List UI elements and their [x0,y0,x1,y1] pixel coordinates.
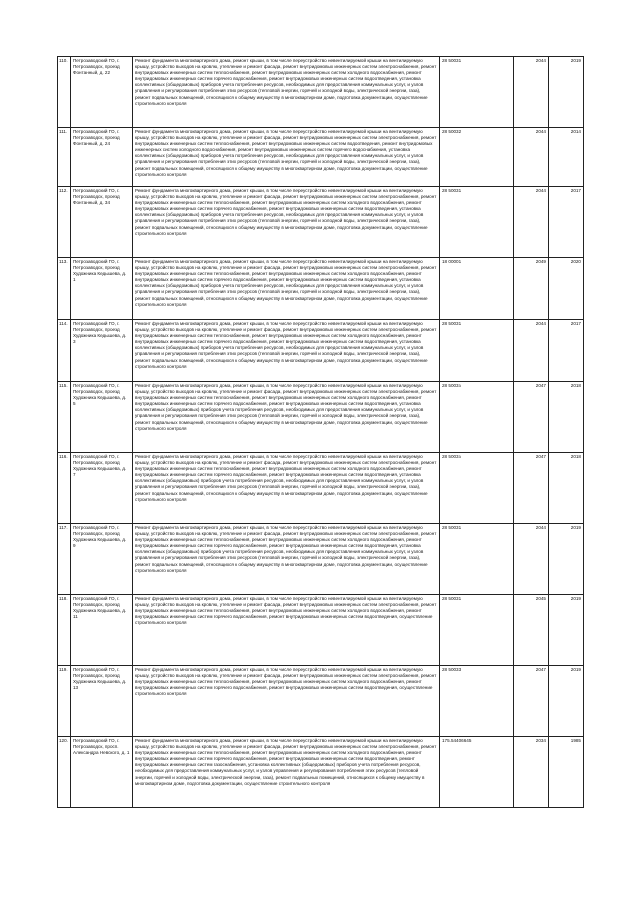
row-number: 114. [58,320,71,382]
row-works: Ремонт фундамента многоквартирного дома, ремонт крыши, в том числе переустройство невентилируемой крыши на вентилируемую крышу, устройство выходов на кровлю, утепление и ремонт фасада, ремонт внутридомовых инженерных систем электроснабжения, ремонт внутридомовых инженерных систем теплоснабжения, ремонт внутридомовых инженерных систем холодного водоснабжения, ремонт внутридомовых инженерных систем горячего водоснабжения, ремонт внутридомовых инженерных систем водоотведения, ремонт внутридомовых инженерных систем газоснабжения, установка коллективных (общедомовых) приборов учета потребления ресурсов, необходимых для предоставления коммунальных услуг, и узлов управления и регулирования потребления этих ресурсов (тепловой энергии, горячей и холодной воды, электрической энергии, газа), ремонт подвальных помещений, относящихся к общему имуществу в многоквартирном доме, подготовка документации, осуществление строительного контроля [133,737,440,808]
row-year-2: 2018 [549,382,584,453]
row-works: Ремонт фундамента многоквартирного дома, ремонт крыши, в том числе переустройство невентилируемой крыши на вентилируемую крышу, устройство выходов на кровлю, утепление и ремонт фасада, ремонт внутридомовых инженерных систем электроснабжения, ремонт внутридомовых инженерных систем теплоснабжения, ремонт внутридомовых инженерных систем холодного водоснабжения, ремонт внутридомовых инженерных систем горячего водоснабжения, ремонт внутридомовых инженерных систем водоотведения, установка коллективных (общедомовых) приборов учета потребления ресурсов, необходимых для предоставления коммунальных услуг, и узлов управления и регулирования потребления этих ресурсов (тепловой энергии, горячей и холодной воды, электрической энергии, газа), ремонт подвальных помещений, относящихся к общему имуществу в многоквартирном доме, подготовка документации, осуществление строительного контроля [133,258,440,320]
row-works: Ремонт фундамента многоквартирного дома, ремонт крыши, в том числе переустройство невентилируемой крыши на вентилируемую крышу, устройство выходов на кровлю, утепление и ремонт фасада, ремонт внутридомовых инженерных систем электроснабжения, ремонт внутридомовых инженерных систем теплоснабжения, ремонт внутридомовых инженерных систем холодного водоснабжения, ремонт внутридомовых инженерных систем горячего водоснабжения, ремонт внутридомовых инженерных систем водоотведения, установка коллективных (общедомовых) приборов учета потребления ресурсов, необходимых для предоставления коммунальных услуг, и узлов управления и регулирования потребления этих ресурсов (тепловой энергии, горячей и холодной воды, электрической энергии, газа), ремонт подвальных помещений, относящихся к общему имуществу в многоквартирном доме, подготовка документации, осуществление строительного контроля [133,524,440,595]
row-works: Ремонт фундамента многоквартирного дома, ремонт крыши, в том числе переустройство невентилируемой крыши на вентилируемую крышу, устройство выходов на кровлю, утепление и ремонт фасада, ремонт внутридомовых инженерных систем электроснабжения, ремонт внутридомовых инженерных систем теплоснабжения, ремонт внутридомовых инженерных систем холодного водоснабжения, ремонт внутридомовых инженерных систем горячего водоснабжения, ремонт внутридомовых инженерных систем водоотведения, установка коллективных (общедомовых) приборов учета потребления ресурсов, необходимых для предоставления коммунальных услуг, и узлов управления и регулирования потребления этих ресурсов (тепловой энергии, горячей и холодной воды, электрической энергии, газа), ремонт подвальных помещений, относящихся к общему имуществу в многоквартирном доме, подготовка документации, осуществление строительного контроля [133,320,440,382]
row-number: 120. [58,737,71,808]
row-code: 28 50031 [440,320,514,382]
row-code: 28 50031 [440,187,514,258]
row-year-1: 2045 [514,595,549,666]
row-address: Петрозаводский ГО, г. Петрозаводск, проезд Художника Кедышева, д. 7 [71,453,133,524]
row-works: Ремонт фундамента многоквартирного дома, ремонт крыши, в том числе переустройство невентилируемой крыши на вентилируемую крышу, устройство выходов на кровлю, утепление и ремонт фасада, ремонт внутридомовых инженерных систем электроснабжения, ремонт внутридомовых инженерных систем теплоснабжения, ремонт внутридомовых инженерных систем холодного водоснабжения, ремонт внутридомовых инженерных систем горячего водоснабжения, ремонт внутридомовых инженерных систем водоотведения, установка коллективных (общедомовых) приборов учета потребления ресурсов, необходимых для предоставления коммунальных услуг, и узлов управления и регулирования потребления этих ресурсов (тепловой энергии, горячей и холодной воды, электрической энергии, газа), ремонт подвальных помещений, относящихся к общему имуществу в многоквартирном доме, подготовка документации, осуществление строительного контроля [133,382,440,453]
row-code: 28 50033 [440,666,514,737]
row-works: Ремонт фундамента многоквартирного дома, ремонт крыши, в том числе переустройство невентилируемой крыши на вентилируемую крышу, устройство выходов на кровлю, утепление и ремонт фасада, ремонт внутридомовых инженерных систем электроснабжения, ремонт внутридомовых инженерных систем теплоснабжения, ремонт внутридомовых инженерных систем холодного водоснабжения, ремонт внутридомовых инженерных систем горячего водоснабжения, ремонт внутридомовых инженерных систем водоотведения, установка коллективных (общедомовых) приборов учета потребления ресурсов, необходимых для предоставления коммунальных услуг, и узлов управления и регулирования потребления этих ресурсов (тепловой энергии, горячей и холодной воды, электрической энергии, газа), ремонт подвальных помещений, относящихся к общему имуществу в многоквартирном доме, подготовка документации, осуществление строительного контроля [133,453,440,524]
table-row [58,128,584,187]
row-number: 116. [58,453,71,524]
row-works: Ремонт фундамента многоквартирного дома, ремонт крыши, в том числе переустройство невентилируемой крыши на вентилируемую крышу, устройство выходов на кровлю, утепление и ремонт фасада, ремонт внутридомовых инженерных систем электроснабжения, ремонт внутридомовых инженерных систем теплоснабжения, ремонт внутридомовых инженерных систем водоотведения, ремонт внутридомовых инженерных систем холодного водоснабжения, ремонт внутридомовых инженерных систем горячего водоснабжения, установка коллективных (общедомовых) приборов учета потребления ресурсов, необходимых для предоставления коммунальных услуг, и узлов управления и регулирования потребления этих ресурсов (тепловой энергии, горячей и холодной воды, электрической энергии, газа), ремонт подвальных помещений, относящихся к общему имуществу в многоквартирном доме, подготовка документации, осуществление строительного контроля [133,128,440,187]
row-code: 28 50031 [440,57,514,128]
table-row [58,737,584,808]
table-row [58,595,584,666]
row-number: 111. [58,128,71,187]
row-year-2: 1985 [549,737,584,808]
row-works: Ремонт фундамента многоквартирного дома, ремонт крыши, в том числе переустройство невентилируемой крыши на вентилируемую крышу, устройство выходов на кровлю, утепление и ремонт фасада, ремонт внутридомовых инженерных систем электроснабжения, ремонт внутридомовых инженерных систем теплоснабжения, ремонт внутридомовых инженерных систем холодного водоснабжения, ремонт внутридомовых инженерных систем горячего водоснабжения, ремонт внутридомовых инженерных систем водоотведения, установка коллективных (общедомовых) приборов учета потребления ресурсов, необходимых для предоставления коммунальных услуг, и узлов управления и регулирования потребления этих ресурсов (тепловой энергии, горячей и холодной воды, электрической энергии, газа), ремонт подвальных помещений, относящихся к общему имуществу в многоквартирном доме, подготовка документации, осуществление строительного контроля [133,187,440,258]
row-code: 28 50032 [440,128,514,187]
row-number: 115. [58,382,71,453]
row-year-1: 2049 [514,258,549,320]
row-code: 28 5003з [440,382,514,453]
table-body [58,57,584,808]
row-code: 18 00001 [440,258,514,320]
row-year-2: 2019 [549,666,584,737]
row-year-2: 2020 [549,258,584,320]
row-code: 28 50031 [440,595,514,666]
row-address: Петрозаводский ГО, г. Петрозаводск, проезд Фонтанный, д. 22 [71,57,133,128]
row-year-2: 2017 [549,187,584,258]
row-address: Петрозаводский ГО, г. Петрозаводск, проезд Художника Кедышева, д. 3 [71,320,133,382]
row-address: Петрозаводский ГО, г. Петрозаводск, проезд Художника Кедышева, д. 5 [71,382,133,453]
row-year-1: 2034 [514,737,549,808]
table-row [58,524,584,595]
row-code: 175.54406645 [440,737,514,808]
table-row [58,57,584,128]
row-code: 28 50031 [440,524,514,595]
row-number: 113. [58,258,71,320]
row-year-2: 2019 [549,57,584,128]
row-year-2: 2014 [549,128,584,187]
table-row [58,320,584,382]
row-works: Ремонт фундамента многоквартирного дома, ремонт крыши, в том числе переустройство невентилируемой крыши на вентилируемую крышу, устройство выходов на кровлю, утепление и ремонт фасада, ремонт внутридомовых инженерных систем электроснабжения, ремонт внутридомовых инженерных систем теплоснабжения, ремонт внутридомовых инженерных систем холодного водоснабжения, ремонт внутридомовых инженерных систем горячего водоснабжения, ремонт внутридомовых инженерных систем водоотведения, осуществление строительного контроля [133,595,440,666]
row-number: 117. [58,524,71,595]
row-year-1: 2044 [514,524,549,595]
table-row [58,666,584,737]
row-address: Петрозаводский ГО, г. Петрозаводск, проезд Художника Кедышева, д. 1 [71,258,133,320]
row-works: Ремонт фундамента многоквартирного дома, ремонт крыши, в том числе переустройство невентилируемой крыши на вентилируемую крышу, устройство выходов на кровлю, утепление и ремонт фасада, ремонт внутридомовых инженерных систем электроснабжения, ремонт внутридомовых инженерных систем теплоснабжения, ремонт внутридомовых инженерных систем холодного водоснабжения, ремонт внутридомовых инженерных систем горячего водоснабжения, ремонт внутридомовых инженерных систем водоотведения, осуществление строительного контроля [133,666,440,737]
row-address: Петрозаводский ГО, г. Петрозаводск, просп. Александра Невского, д. 1 [71,737,133,808]
table-row [58,258,584,320]
row-year-2: 2018 [549,453,584,524]
row-year-1: 2047 [514,382,549,453]
row-year-1: 2044 [514,320,549,382]
table-row [58,187,584,258]
row-address: Петрозаводский ГО, г. Петрозаводск, проезд Художника Кедышева, д. 9 [71,524,133,595]
row-number: 118. [58,595,71,666]
row-year-1: 2047 [514,666,549,737]
row-year-1: 2044 [514,57,549,128]
row-address: Петрозаводский ГО, г. Петрозаводск, проезд Художника Кедышева, д. 11 [71,595,133,666]
capital-repair-table [57,56,584,808]
row-number: 119. [58,666,71,737]
row-address: Петрозаводский ГО, г. Петрозаводск, проезд Фонтанный, д. 24 [71,128,133,187]
row-year-1: 2044 [514,128,549,187]
table-row [58,382,584,453]
row-code: 28 5003з [440,453,514,524]
row-year-1: 2047 [514,453,549,524]
row-year-2: 2017 [549,320,584,382]
row-year-1: 2044 [514,187,549,258]
row-year-2: 2019 [549,524,584,595]
row-works: Ремонт фундамента многоквартирного дома, ремонт крыши, в том числе переустройство невентилируемой крыши на вентилируемую крышу, устройство выходов на кровлю, утепление и ремонт фасада, ремонт внутридомовых инженерных систем электроснабжения, ремонт внутридомовых инженерных систем теплоснабжения, ремонт внутридомовых инженерных систем холодного водоснабжения, ремонт внутридомовых инженерных систем горячего водоснабжения, ремонт внутридомовых инженерных систем водоотведения, установка коллективных (общедомовых) приборов учета потребления ресурсов, необходимых для предоставления коммунальных услуг, и узлов управления и регулирования потребления этих ресурсов (тепловой энергии, горячей и холодной воды, электрической энергии, газа), ремонт подвальных помещений, относящихся к общему имуществу в многоквартирном доме, подготовка документации, осуществление строительного контроля [133,57,440,128]
row-number: 112. [58,187,71,258]
row-number: 110. [58,57,71,128]
row-year-2: 2019 [549,595,584,666]
table-row [58,453,584,524]
row-address: Петрозаводский ГО, г. Петрозаводск, проезд Художника Кедышева, д. 13 [71,666,133,737]
row-address: Петрозаводский ГО, г. Петрозаводск, проезд Фонтанный, д. 34 [71,187,133,258]
